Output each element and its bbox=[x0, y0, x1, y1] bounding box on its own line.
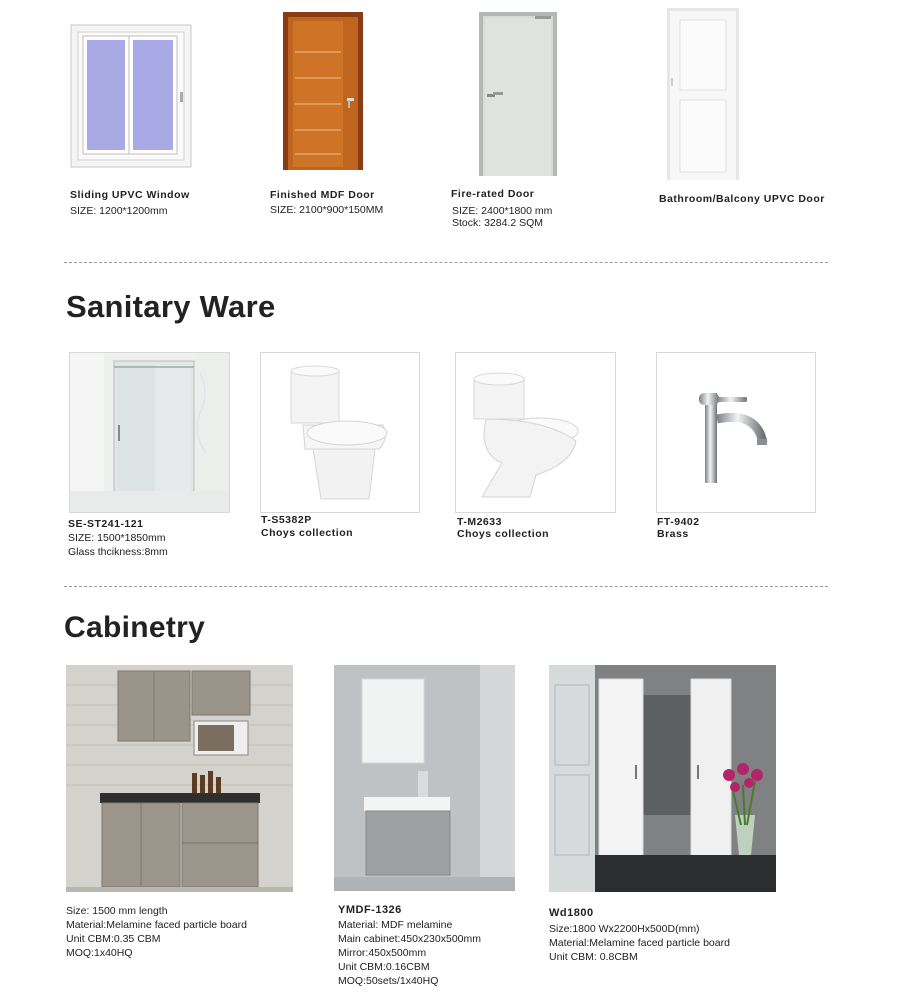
shower-enclosure-image bbox=[69, 352, 230, 513]
sanitary-4-sub: Brass bbox=[657, 528, 689, 540]
cab-1-moq: MOQ:1x40HQ bbox=[66, 947, 133, 959]
cab-3-material: Material:Melamine faced particle board bbox=[549, 937, 730, 949]
door-3-stock: Stock: 3284.2 SQM bbox=[452, 217, 544, 229]
toilet-1-image bbox=[260, 352, 420, 513]
cab-1-size: Size: 1500 mm length bbox=[66, 905, 168, 917]
door-2-name: Finished MDF Door bbox=[270, 189, 375, 201]
cab-2-moq: MOQ:50sets/1x40HQ bbox=[338, 975, 439, 987]
section-divider-1 bbox=[64, 262, 828, 263]
sanitary-2-sub: Choys collection bbox=[261, 527, 354, 539]
sanitary-3-code: T-M2633 bbox=[457, 516, 502, 528]
sanitary-1-size: SIZE: 1500*1850mm bbox=[68, 532, 166, 544]
cab-1-material: Material:Melamine faced particle board bbox=[66, 919, 247, 931]
door-3-name: Fire-rated Door bbox=[451, 188, 535, 200]
cab-3-cbm: Unit CBM: 0.8CBM bbox=[549, 951, 638, 963]
sliding-window-image bbox=[70, 24, 192, 168]
fire-rated-door-image bbox=[479, 12, 557, 176]
mdf-door-image bbox=[283, 12, 363, 170]
kitchen-cabinet-image bbox=[66, 665, 293, 892]
cab-2-main: Main cabinet:450x230x500mm bbox=[338, 933, 482, 945]
door-4-name: Bathroom/Balcony UPVC Door bbox=[659, 193, 825, 205]
sanitary-4-code: FT-9402 bbox=[657, 516, 700, 528]
cab-3-size: Size:1800 Wx2200Hx500D(mm) bbox=[549, 923, 700, 935]
door-1-size: SIZE: 1200*1200mm bbox=[70, 205, 168, 217]
cab-3-code: Wd1800 bbox=[549, 907, 594, 919]
door-3-size: SIZE: 2400*1800 mm bbox=[452, 205, 553, 217]
section-divider-2 bbox=[64, 586, 828, 587]
cab-2-code: YMDF-1326 bbox=[338, 904, 402, 916]
bathroom-door-image bbox=[667, 8, 739, 180]
sanitary-2-code: T-S5382P bbox=[261, 514, 312, 526]
sanitary-1-glass: Glass thcikness:8mm bbox=[68, 546, 168, 558]
cab-2-mirror: Mirror:450x500mm bbox=[338, 947, 427, 959]
sanitary-1-code: SE-ST241-121 bbox=[68, 518, 144, 530]
sanitary-3-sub: Choys collection bbox=[457, 528, 550, 540]
door-1-name: Sliding UPVC Window bbox=[70, 189, 190, 201]
cabinetry-heading: Cabinetry bbox=[64, 611, 206, 644]
bathroom-vanity-image bbox=[334, 665, 515, 891]
cab-2-cbm: Unit CBM:0.16CBM bbox=[338, 961, 430, 973]
toilet-2-image bbox=[455, 352, 616, 513]
wardrobe-image bbox=[549, 665, 776, 892]
cab-2-material: Material: MDF melamine bbox=[338, 919, 453, 931]
door-2-size: SIZE: 2100*900*150MM bbox=[270, 204, 384, 216]
sanitary-heading: Sanitary Ware bbox=[66, 289, 276, 324]
cab-1-cbm: Unit CBM:0.35 CBM bbox=[66, 933, 161, 945]
faucet-image bbox=[656, 352, 816, 513]
